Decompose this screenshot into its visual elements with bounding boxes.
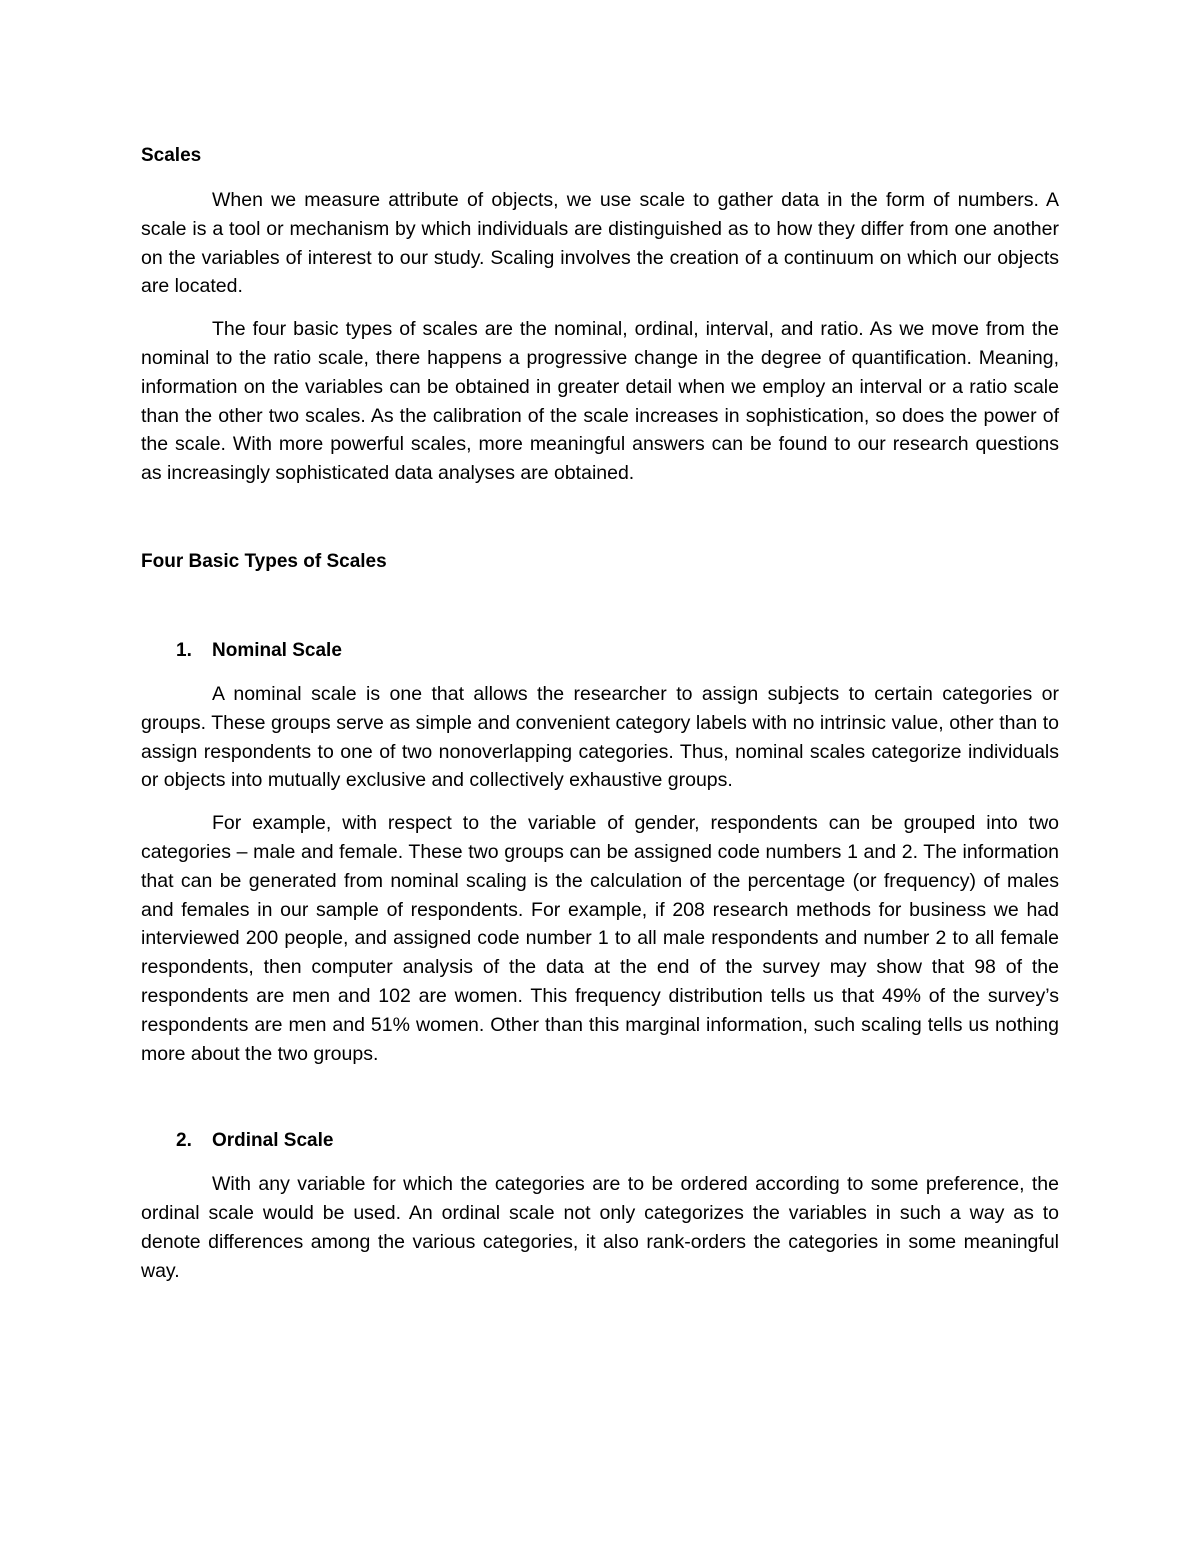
document-title: Scales [141, 145, 202, 166]
subsection-number: 2. [176, 1130, 192, 1152]
section-heading: Four Basic Types of Scales [141, 550, 387, 572]
intro-paragraph: When we measure attribute of objects, we use scale to gather data in the form of numbers. A scale is a tool or mechanism by which individuals are distinguished as to how they differ from one another on the variables of interest to our study. Scaling involves the creation of a continuum on which our objects are located. [141, 189, 1059, 298]
document-body [141, 141, 1059, 1286]
nominal-paragraph: For example, with respect to the variable of gender, respondents can be grouped into two categories – male and female. These two groups can be assigned code numbers 1 and 2. The information that can be generated from nominal scaling is the calculation of the percentage (or frequency) of males and females in our sample of respondents. For example, if 208 research methods for business we had interviewed 200 people, and assigned code number 1 to all male respondents and number 2 to all female respondents, then computer analysis of the data at the end of the survey may show that 98 of the respondents are men and 102 are women. This frequency distribution tells us that 49% of the survey’s respondents are men and 51% women. Other than this marginal information, such scaling tells us nothing more about the two groups. [141, 812, 1059, 1065]
subsection-number: 1. [176, 639, 192, 661]
subsection-title: Ordinal Scale [212, 1130, 334, 1152]
ordinal-paragraph: With any variable for which the categories are to be ordered according to some preference, the ordinal scale would be used. An ordinal scale not only categorizes the variables in such a way as to denote differences among the various categories, it also rank-orders the categories in some meaningful way. [141, 1173, 1059, 1282]
nominal-paragraph: A nominal scale is one that allows the researcher to assign subjects to certain categories or groups. These groups serve as simple and convenient category labels with no intrinsic value, other than to assign respondents to one of two nonoverlapping categories. Thus, nominal scales categorize individuals or objects into mutually exclusive and collectively exhaustive groups. [141, 682, 1059, 792]
intro-paragraph: The four basic types of scales are the nominal, ordinal, interval, and ratio. As we move from the nominal to the ratio scale, there happens a progressive change in the degree of quantification. Meaning, information on the variables can be obtained in greater detail when we employ an interval or a ratio scale than the other two scales. As the calibration of the scale increases in sophistication, so does the power of the scale. With more powerful scales, more meaningful answers can be found to our research questions as increasingly sophisticated data analyses are obtained. [141, 318, 1059, 485]
subsection-heading-ordinal [141, 1126, 1059, 1155]
subsection-heading-nominal [141, 636, 1059, 665]
subsection-title: Nominal Scale [212, 639, 342, 661]
